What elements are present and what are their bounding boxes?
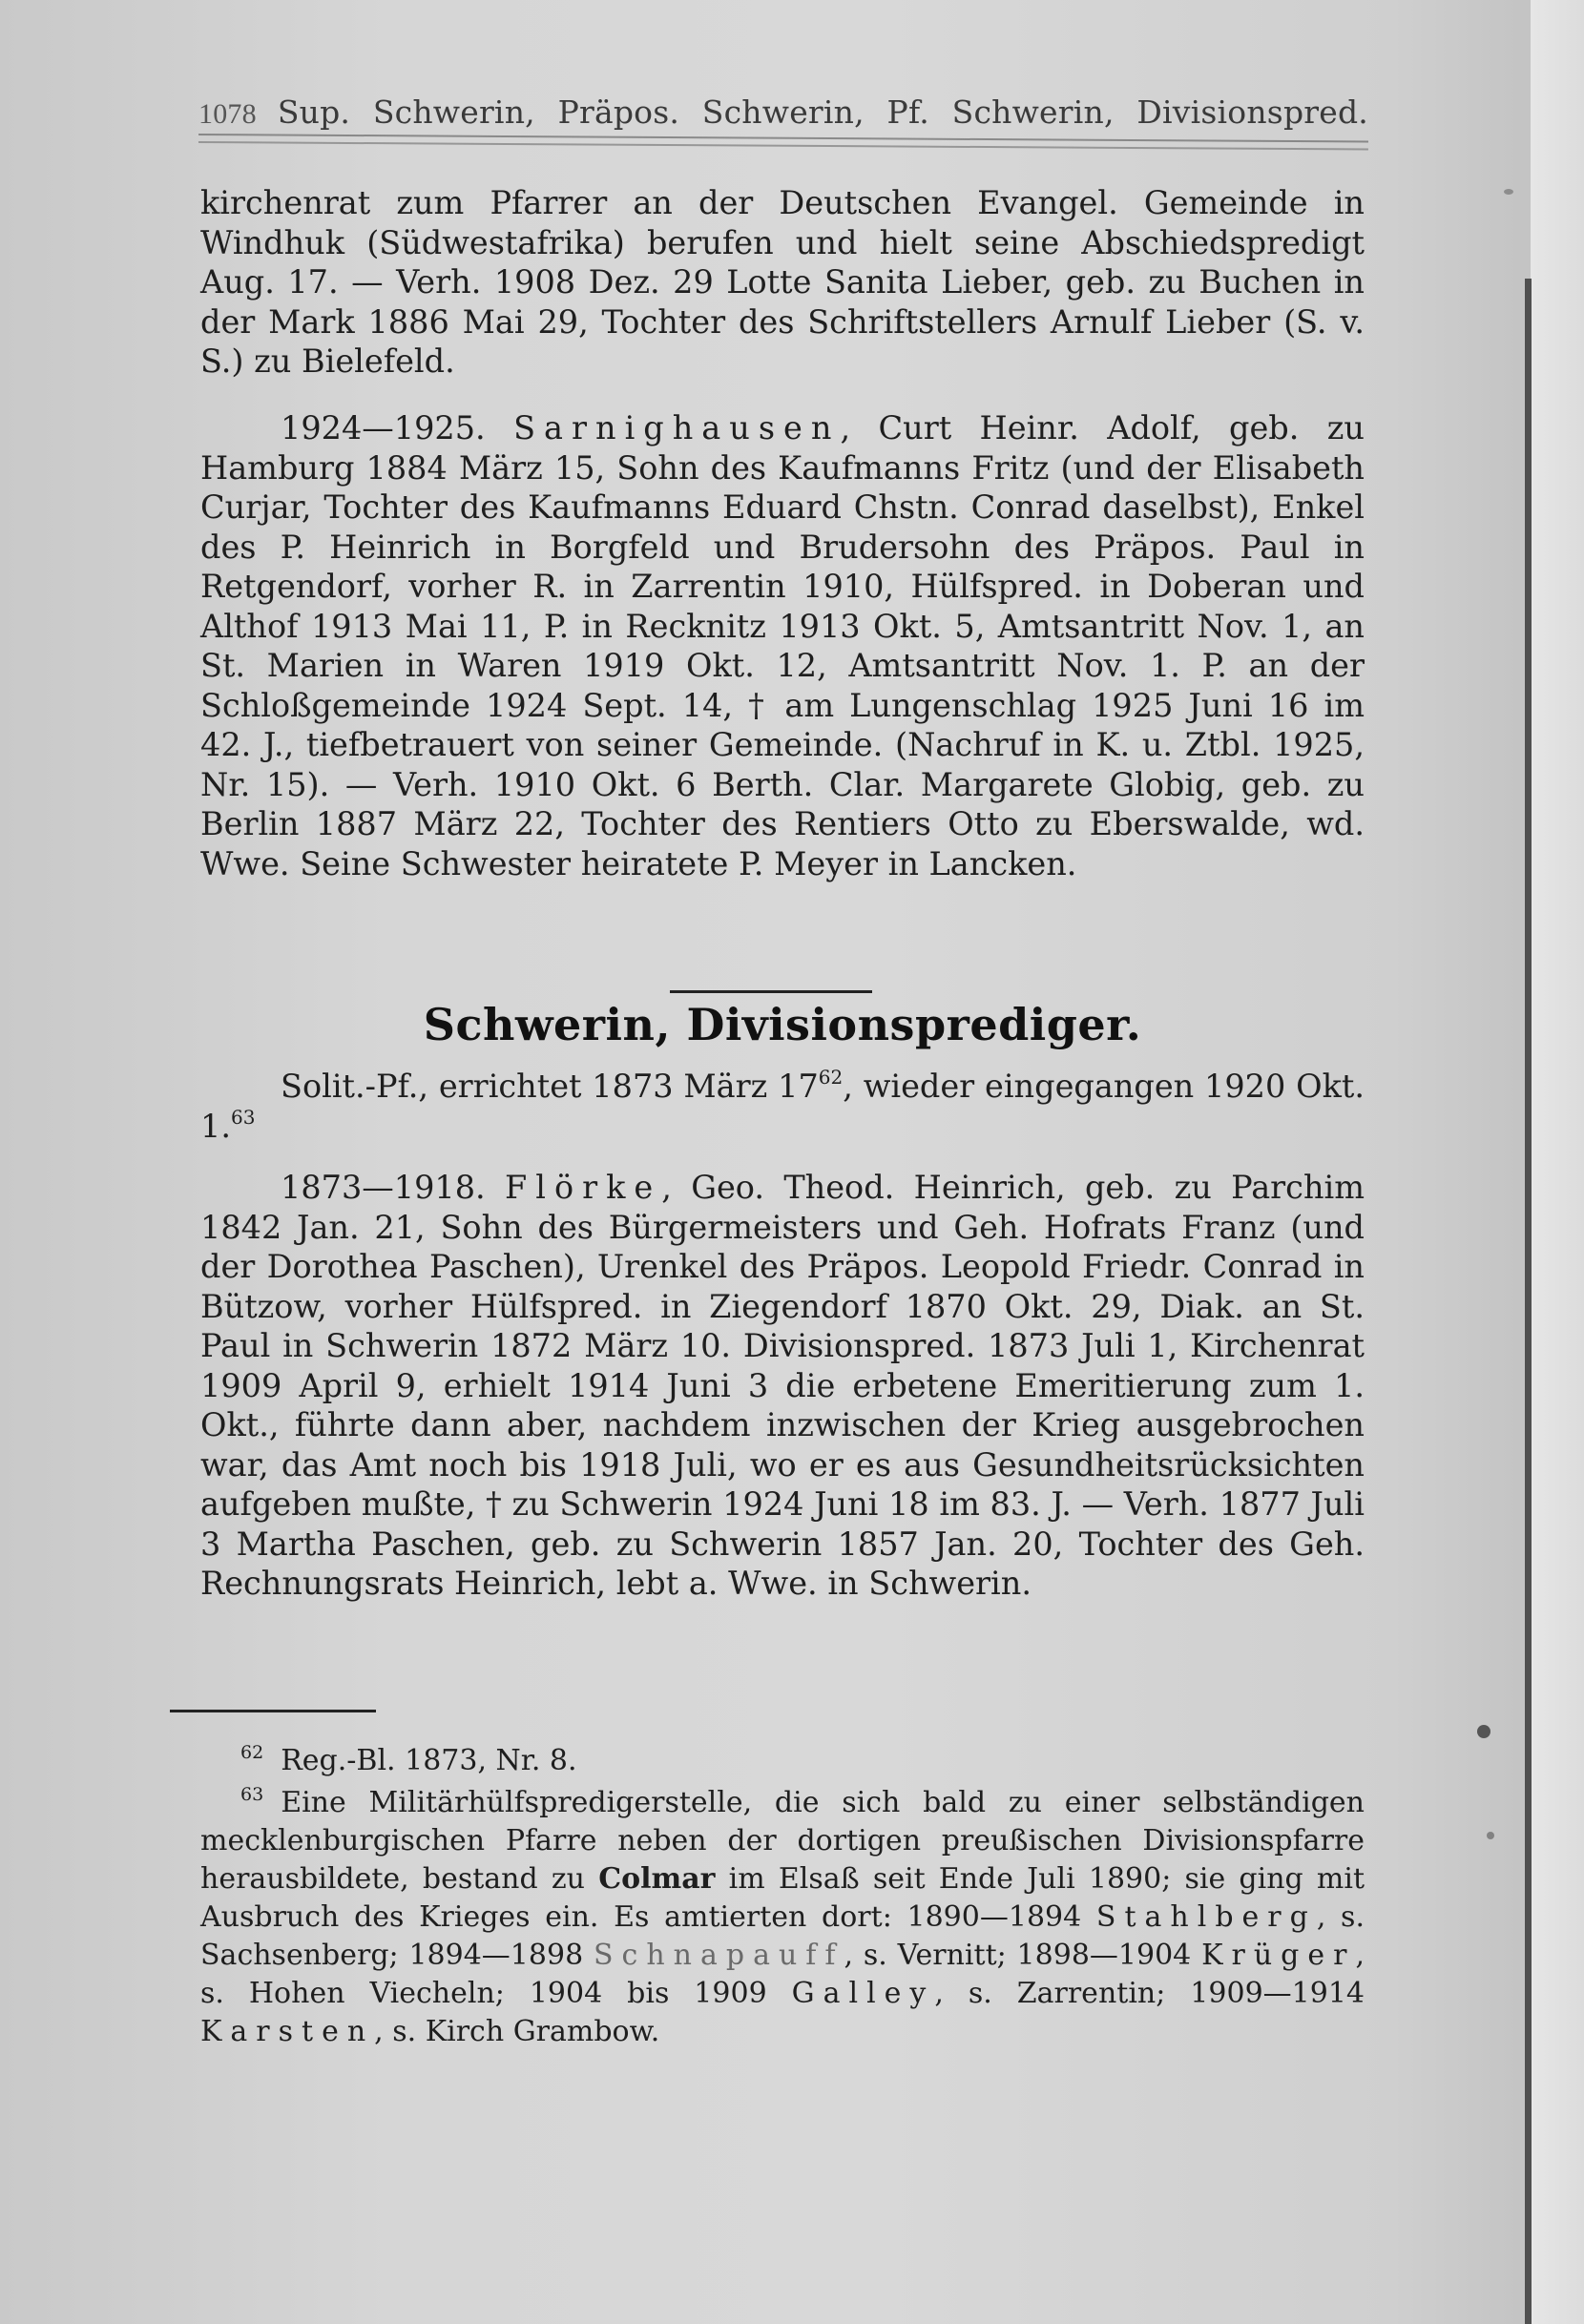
scan-page-edge [1531, 0, 1584, 2324]
section-intro [200, 1067, 1365, 1146]
pastor-name: Galley [791, 1977, 935, 2010]
pastor-name: Schnapauff [593, 1939, 844, 1972]
section-heading: Schwerin, Divisionsprediger. [423, 999, 1142, 1050]
scan-speck [1477, 1725, 1490, 1738]
entry-years: 1924—1925. [281, 409, 486, 446]
entry-years: 1873—1918. [281, 1169, 486, 1206]
entry-paragraph [200, 1168, 1365, 1604]
scan-speck [1504, 189, 1513, 195]
footnote-mark: 62 [240, 1742, 264, 1763]
footnote-63: $^{63}$ Eine Militärhülfspredigerstelle, die sich bald zu einer selbständigen mecklenburgischen Pfarre neben der dortigen preußischen Divisionspfarre herausbildete, bestand zu Colmar im Elsaß seit Ende Juli 1890; sie ging mit Ausbruch des Krieges ein. Es amtierten dort: 1890—1894 Stahlberg, s. Sachsenberg; 1894—1898 Schnapauff, s. Vernitt; 1898—1904 Krüger, s. Hohen Viecheln; 1904 bis 1909 Galley, s. Zarrentin; 1909—1914 Karsten, s. Kirch Grambow. [200, 1784, 1365, 2048]
page-number: 1078 [198, 98, 257, 130]
entry-name: Flörke [504, 1169, 662, 1206]
entry-paragraph [200, 408, 1365, 883]
footnote-mark: 63 [240, 1784, 264, 1805]
section-intro-text: Solit.-Pf., errichtet 1873 März $17^{62}$, wieder eingegangen 1920 Okt. 1.63 [200, 1066, 1365, 1145]
scan-speck [1487, 1832, 1494, 1839]
continued-entry-text: kirchenrat zum Pfarrer an der Deutschen Evangel. Gemeinde in Windhuk (Südwestafrika) berufen und hielt seine Abschiedspredigt Aug. 17. — Verh. 1908 Dez. 29 Lotte Sanita Lieber, geb. zu Buchen in der Mark 1886 Mai 29, Tochter des Schriftstellers Arnulf Lieber (S. v. S.) zu Bielefeld. [200, 184, 1365, 380]
entry-floerke [200, 1168, 1365, 1604]
page-edge-line [1525, 279, 1532, 2324]
section-separator [670, 990, 872, 993]
entry-name: Sarnighausen [513, 409, 841, 446]
footnote-62 [200, 1742, 1365, 1780]
footnotes [200, 1742, 1365, 2055]
place-name-colmar: Colmar [598, 1862, 716, 1896]
pastor-name: Krüger [1201, 1939, 1356, 1972]
running-head [198, 93, 1368, 131]
footnote-ref[interactable]: 62 [818, 1066, 844, 1089]
entry-sarnighausen [200, 408, 1365, 883]
pastor-name: Karsten [200, 2015, 375, 2048]
footnote-rule [170, 1710, 376, 1712]
pastor-name: Stahlberg [1095, 1900, 1317, 1934]
continued-entry [200, 183, 1365, 382]
footnote-ref[interactable]: 63 [230, 1105, 256, 1129]
running-head-title: Sup. Schwerin, Präpos. Schwerin, Pf. Schwerin, Divisionspred. [277, 93, 1368, 131]
entry-text: , Geo. Theod. Heinrich, geb. zu Parchim 1842 Jan. 21, Sohn des Bürgermeisters und Geh. Hofrats Franz (und der Dorothea Paschen), Urenkel des Präpos. Leopold Friedr. Conrad in Bützow, vorher Hülfspred. in Ziegendorf 1870 Okt. 29, Diak. an St. Paul in Schwerin 1872 März 10. Divisionspred. 1873 Juli 1, Kirchenrat 1909 April 9, erhielt 1914 Juni 3 die erbetene Emeritierung zum 1. Okt., führte dann aber, nachdem inzwischen der Krieg ausgebrochen war, das Amt noch bis 1918 Juli, wo er es aus Gesundheitsrücksichten aufgeben mußte, † zu Schwerin 1924 Juni 18 im 83. J. — Verh. 1877 Juli 3 Martha Paschen, geb. zu Schwerin 1857 Jan. 20, Tochter des Geh. Rechnungsrats Heinrich, lebt a. Wwe. in Schwerin. [200, 1169, 1365, 1602]
running-head-rule [198, 134, 1368, 150]
footnote-text: Reg.-Bl. 1873, Nr. 8. [281, 1744, 577, 1777]
entry-text: , Curt Heinr. Adolf, geb. zu Hamburg 1884 März 15, Sohn des Kaufmanns Fritz (und der Elisabeth Curjar, Tochter des Kaufmanns Eduard Chstn. Conrad daselbst), Enkel des P. Heinrich in Borgfeld und Brudersohn des Präpos. Paul in Retgendorf, vorher R. in Zarrentin 1910, Hülfspred. in Doberan und Althof 1913 Mai 11, P. in Recknitz 1913 Okt. 5, Amtsantritt Nov. 1, an St. Marien in Waren 1919 Okt. 12, Amtsantritt Nov. 1. P. an der Schloßgemeinde 1924 Sept. 14, † am Lungenschlag 1925 Juni 16 im 42. J., tiefbetrauert von seiner Gemeinde. (Nachruf in K. u. Ztbl. 1925, Nr. 15). — Verh. 1910 Okt. 6 Berth. Clar. Margarete Globig, geb. zu Berlin 1887 März 22, Tochter des Rentiers Otto zu Eberswalde, wd. Wwe. Seine Schwester heiratete P. Meyer in Lancken. [200, 409, 1365, 882]
